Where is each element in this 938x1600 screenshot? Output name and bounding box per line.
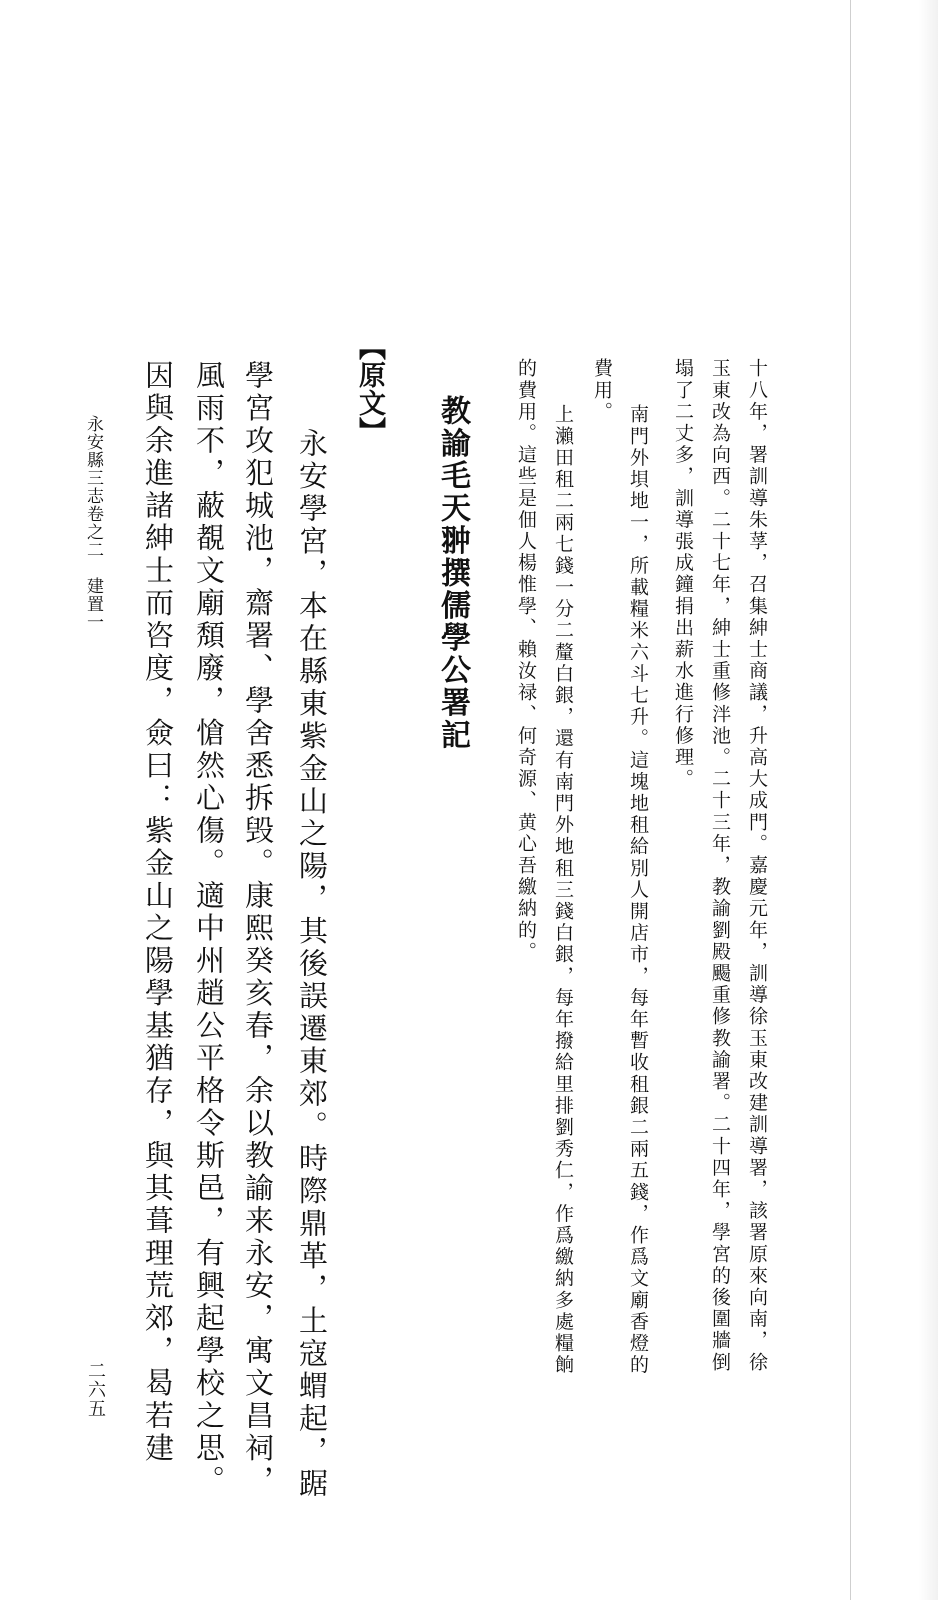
body-text-line: 風雨不，蔽覩文廟頽廢，愴然心傷。適中州趙公平格令斯邑，有興起學校之思。 bbox=[192, 360, 226, 1498]
page-number: 二六五 bbox=[85, 1361, 106, 1418]
section-label: 【原文】 bbox=[354, 333, 385, 445]
body-text-line: 因與余進諸紳士而咨度，僉曰：紫金山之陽學基猶存，與其葺理荒郊，曷若建 bbox=[141, 360, 175, 1465]
note-line: 上瀨田租二兩七錢一分二釐白銀，還有南門外地租三錢白銀，每年撥給里排劉秀仁，作爲繳納多處糧餉 bbox=[552, 404, 574, 1376]
body-text-line: 學宮攻犯城池，齋署、學舍悉拆毁。康熙癸亥春，余以教諭来永安，寓文昌祠， bbox=[241, 360, 275, 1498]
note-line: 南門外垻地一，所載糧米六斗七升。這塊地租給別人開店市，每年暫收租銀二兩五錢，作爲文廟香燈的 bbox=[627, 404, 649, 1376]
note-line: 的費用。這些是佃人楊惟學、賴汝禄、何奇源、黄心吾繳納的。 bbox=[515, 358, 537, 963]
running-title: 永安縣三志卷之二 建置一 bbox=[83, 415, 103, 631]
note-line: 十八年，署訓導朱莩，召集紳士商議，升高大成門。嘉慶元年，訓導徐玉東改建訓導署，該署原來向南，徐 bbox=[746, 358, 768, 1374]
article-title: 教諭毛天翀撰儒學公署記 bbox=[435, 395, 470, 752]
note-line: 塌了二丈多，訓導張成鐘捐出薪水進行修理。 bbox=[672, 358, 694, 790]
body-text-line: 永安學宮，本在縣東紫金山之陽，其後誤遷東郊。時際鼎革，土寇蝟起，踞 bbox=[295, 428, 329, 1501]
note-line: 玉東改為向西。二十七年，紳士重修泮池。二十三年，教諭劉殿颺重修教諭署。二十四年，學宮的後圍牆倒 bbox=[709, 358, 731, 1374]
page-edge-shade bbox=[919, 0, 938, 1600]
note-line: 費用。 bbox=[591, 358, 613, 423]
page-edge-line bbox=[850, 0, 851, 1600]
